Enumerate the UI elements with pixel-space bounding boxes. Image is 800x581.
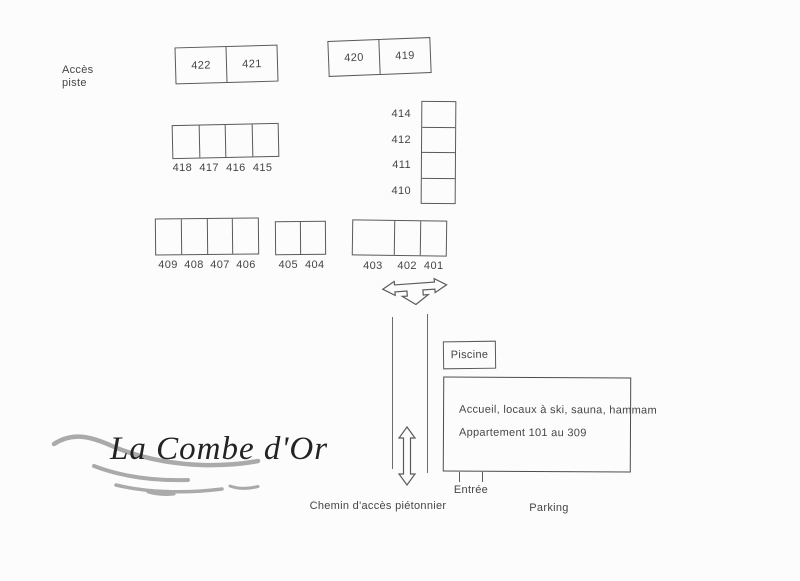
unit-cell-417 — [198, 125, 225, 158]
building-block-420-419 — [327, 37, 431, 77]
chemin-label: Chemin d'accès piétonnier — [309, 500, 447, 512]
unit-label-405: 405 — [278, 259, 299, 271]
unit-label-403: 403 — [363, 260, 383, 272]
unit-label-418: 418 — [172, 162, 193, 174]
unit-label-415: 415 — [252, 162, 273, 174]
logo-la-combe-d-or: La Combe d'Or — [110, 431, 329, 467]
unit-label-416: 416 — [226, 162, 246, 174]
unit-cell-421 — [226, 46, 278, 82]
building-block-405-404 — [275, 221, 326, 255]
unit-cell-414 — [422, 102, 455, 127]
acces-piste-line2: piste — [62, 77, 87, 89]
unit-cell-401 — [420, 221, 447, 255]
unit-label-421: 421 — [242, 57, 262, 71]
main-building-line2: Appartement 101 au 309 — [458, 426, 587, 440]
three-way-arrow-icon — [380, 276, 450, 308]
unit-label-408: 408 — [184, 259, 204, 271]
path-line-right — [427, 314, 428, 473]
unit-cell-418 — [173, 126, 199, 159]
unit-cell-420 — [328, 40, 379, 76]
labels-403-401 — [352, 260, 447, 272]
unit-label-402: 402 — [397, 260, 417, 272]
entree-label: Entrée — [453, 484, 489, 496]
piscine-box — [443, 341, 496, 370]
entrance-tick-right — [482, 472, 483, 482]
unit-label-412: 412 — [391, 133, 411, 146]
unit-label-411: 411 — [392, 159, 411, 172]
unit-label-409: 409 — [158, 259, 178, 271]
unit-label-419: 419 — [394, 49, 415, 63]
acces-piste-label — [62, 64, 93, 90]
unit-cell-419 — [378, 38, 430, 74]
piscine-label: Piscine — [450, 348, 489, 362]
unit-cell-407 — [206, 219, 232, 254]
unit-cell-405 — [276, 222, 300, 254]
unit-label-407: 407 — [210, 259, 230, 271]
main-building-box — [443, 377, 657, 473]
unit-cell-408 — [181, 219, 207, 254]
building-block-414-410 — [421, 101, 457, 204]
vertical-double-arrow-icon — [398, 426, 416, 486]
unit-label-414: 414 — [391, 107, 411, 120]
main-building-line1: Accueil, locaux à ski, sauna, hammam — [459, 403, 657, 417]
unit-label-420: 420 — [344, 51, 365, 65]
unit-cell-422 — [176, 47, 227, 83]
unit-cell-412 — [422, 126, 455, 152]
unit-cell-410 — [422, 177, 455, 203]
building-block-422-421 — [175, 45, 279, 85]
building-block-418-415 — [172, 123, 280, 159]
unit-cell-402 — [394, 221, 421, 255]
acces-piste-line1: Accès — [62, 64, 94, 76]
entrance-tick-left — [459, 472, 460, 482]
unit-label-410: 410 — [391, 185, 411, 198]
building-block-403-401 — [352, 219, 447, 256]
unit-cell-416 — [225, 124, 252, 157]
unit-label-404: 404 — [304, 259, 325, 271]
labels-418-415 — [169, 162, 276, 174]
unit-label-401: 401 — [423, 260, 444, 272]
unit-label-417: 417 — [199, 162, 219, 174]
building-block-409-406 — [155, 217, 259, 255]
unit-cell-415 — [251, 124, 278, 157]
unit-cell-411 — [422, 152, 455, 178]
unit-cell-403 — [353, 220, 394, 255]
unit-label-406: 406 — [236, 259, 256, 271]
parking-label: Parking — [529, 502, 569, 514]
labels-409-406 — [155, 259, 259, 271]
tower-unit-labels — [383, 101, 411, 204]
unit-cell-406 — [232, 218, 258, 253]
unit-cell-404 — [300, 222, 325, 254]
labels-405-404 — [275, 259, 328, 271]
unit-cell-409 — [156, 219, 181, 254]
path-line-left — [392, 317, 393, 469]
unit-label-422: 422 — [191, 58, 211, 72]
